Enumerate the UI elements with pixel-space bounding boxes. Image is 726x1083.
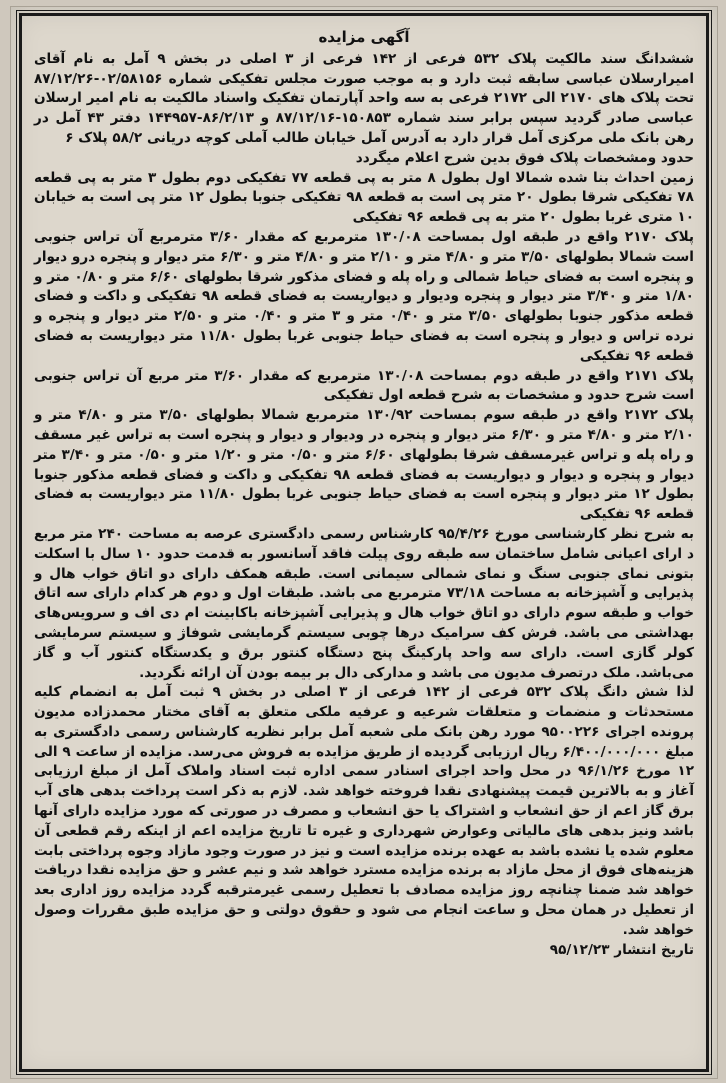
paragraph-land-boundaries: زمین احداث بنا شده شمالا اول بطول ۸ متر به پی قطعه ۷۷ تفکیکی دوم بطول ۳ متر به پی قطعه ۷۸ تفکیکی شرقا بطول ۲۰ متر پی است به قطعه ۹۸ تفکیکی جنوبا بطول ۱۲ متر پی است به خیابان ۱۰ متری غربا بطول ۲۰ متر به پی قطعه ۹۶ تفکیکی <box>34 169 695 226</box>
paragraph-deed-intro: ششدانگ سند مالکیت پلاک ۵۳۲ فرعی از ۱۴۲ فرعی از ۳ اصلی در بخش ۹ آمل به نام آقای امیرارسلان عباسی سابقه ثبت دارد و به موجب صورت مجلس تفکیکی شماره ۰۲/۵۸۱۵۶-۸۷/۱۲/۲۶ تحت پلاک های ۲۱۷۰ الی ۲۱۷۲ فرعی به سه واحد آپارتمان تفکیک واسناد مالکیت به نام امیر ارسلان عباسی صادر گردید سپس برابر سند شماره ۱۵۰۸۵۳-۸۷/۱۲/۱۶ و ۸۶/۲/۱۳-۱۴۴۹۵۷ دفتر ۴۳ آمل در رهن بانک ملی مرکزی آمل قرار دارد به آدرس آمل خیابان طالب آملی کوچه دریانی ۵۸/۲ پلاک ۶ <box>34 50 694 146</box>
notice-title: آگهی مزایده <box>318 28 410 46</box>
notice-border <box>19 13 709 1072</box>
paragraph-expert-opinion: به شرح نظر کارشناسی مورخ ۹۵/۴/۲۶ کارشناس رسمی دادگستری عرصه به مساحت ۲۴۰ متر مربع د ارای اعیانی شامل ساختمان سه طبقه روی پیلت فاقد آسانسور به قدمت حدود ۱۰ سال با اسکلت بتونی نمای جنوبی سنگ و نمای شمالی سیمانی است. طبقه همکف دارای دو اتاق خواب هال و پذیرایی و آشپزخانه به مساحت ۷۳/۱۸ مترمربع می باشد. طبقات اول و دوم هر کدام دارای سه اتاق خواب و طبقه سوم دارای دو اتاق خواب هال و پذیرایی آشپزخانه باکابینت ام دی اف و سرویس‌های بهداشتی می باشد. فرش کف سرامیک درها چوبی سیستم گرمایشی شوفاژ و سیستم سرمایشی کولر گازی است. دارای سه واحد پارکینگ پنج دستگاه کنتور برق و یکدستگاه کنتور آب و گاز می‌باشد. ملک درتصرف مدیون می باشد و مدارکی دال بر بیمه بودن آن ارائه نگردید. <box>34 525 695 681</box>
paragraph-auction-terms: لذا شش دانگ پلاک ۵۳۲ فرعی از ۱۴۲ فرعی از ۳ اصلی در بخش ۹ ثبت آمل به انضمام کلیه مستحدثات و منضمات و متعلقات شرعیه و عرفیه ملکی متعلق به آقای مختار محمدزاده مدیون پرونده اجرای ۹۵۰۰۲۲۶ مورد رهن بانک ملی شعبه آمل برابر نظریه کارشناس رسمی دادگستری به مبلغ ۶/۴۰۰/۰۰۰/۰۰۰ ریال ارزیابی گردیده از طریق مزایده به فروش می‌رسد. مزایده از ساعت ۹ الی ۱۲ مورخ ۹۶/۱/۲۶ در محل واحد اجرای اسنادر سمی اداره ثبت اسناد واملاک آمل از مبلغ ارزیابی آغاز و به بالاترین قیمت پیشنهادی نقدا فروخته خواهد شد. لازم به ذکر است پرداخت بدهی های آب برق گاز اعم از حق انشعاب و اشتراک یا حق انشعاب و مصرف در صورتی که مورد مزایده دارای آنها باشد ونیز بدهی های مالیاتی وعوارض شهرداری و غیره تا تاریخ مزایده اعم از اینکه رقم قطعی آن معلوم شده یا نشده باشد به عهده برنده مزایده است و نیز در صورت وجود مازاد وجوه پرداختی بابت هزینه‌های فوق از محل مازاد به برنده مزایده مسترد خواهد شد و نیم عشر و حق مزایده نقدا دریافت خواهد شد ضمنا چنانچه روز مزایده مصادف با تعطیل رسمی غیرمترقبه گردد مزایده روز اداری بعد از تعطیل در همان محل و ساعت انجام می شود و حقوق دولتی و حق مزایده طبق مقررات وصول خواهد شد. <box>34 684 695 938</box>
paragraph-plot-2170: پلاک ۲۱۷۰ واقع در طبقه اول بمساحت ۱۳۰/۰۸ مترمربع که مقدار ۳/۶۰ مترمربع آن تراس جنوبی است شمالا بطولهای ۳/۵۰ متر و ۴/۸۰ متر و ۲/۱۰ متر و ۴/۸۰ متر و ۶/۳۰ متر دیوار و پنجره درو دیوار و پنجره است به فضای حیاط شمالی و راه پله و فضای مذکور شرقا بطولهای ۶/۶۰ متر و ۰/۸۰ متر و ۱/۸۰ متر و ۳/۴۰ متر دیوار و پنجره ودیوار و دیواریست به فضای قطعه ۹۸ تفکیکی و داکت و فضای قطعه مذکور جنوبا بطولهای ۳/۵۰ متر و ۰/۴۰ متر و ۳ متر و ۰/۴۰ متر و ۲/۵۰ متر دیوار و پنجره و نرده تراس و دیوار و پنجره است به فضای حیاط جنوبی غربا بطول ۱۱/۸۰ متر دیواریست به فضای قطعه ۹۶ تفکیکی <box>34 228 694 364</box>
publish-date: تاریخ انتشار ۹۵/۱۲/۲۳ <box>549 941 694 958</box>
paragraph-boundaries-heading: حدود ومشخصات پلاک فوق بدین شرح اعلام میگردد <box>355 149 694 166</box>
newspaper-clipping <box>10 6 718 1079</box>
paragraph-plot-2172: پلاک ۲۱۷۲ واقع در طبقه سوم بمساحت ۱۳۰/۹۲ مترمربع شمالا بطولهای ۳/۵۰ متر و ۴/۸۰ متر و ۲/۱۰ متر و ۴/۸۰ متر و ۶/۳۰ متر دیوار و پنجره در ودیوار و دیوار و پنجره است به تراس غیر مسقف و راه پله و تراس غیرمسقف شرقا بطولهای ۶/۶۰ متر و ۰/۵۰ متر و ۱/۲۰ متر و ۰/۵۰ متر و ۳/۴۰ متر دیوار و پنجره و دیوار و دیواریست به فضای قطعه ۹۸ تفکیکی و داکت و فضای قطعه مذکور جنوبا بطول ۱۲ متر دیوار و پنجره است به فضای حیاط جنوبی غربا بطول ۱۱/۸۰ متر دیواریست به فضای قطعه ۹۶ تفکیکی <box>34 407 694 523</box>
notice-body <box>34 28 694 1061</box>
paragraph-plot-2171: پلاک ۲۱۷۱ واقع در طبقه دوم بمساحت ۱۳۰/۰۸ مترمربع که مقدار ۳/۶۰ متر مربع آن تراس جنوبی است شرح حدود و مشخصات به شرح قطعه اول تفکیکی <box>34 367 694 404</box>
